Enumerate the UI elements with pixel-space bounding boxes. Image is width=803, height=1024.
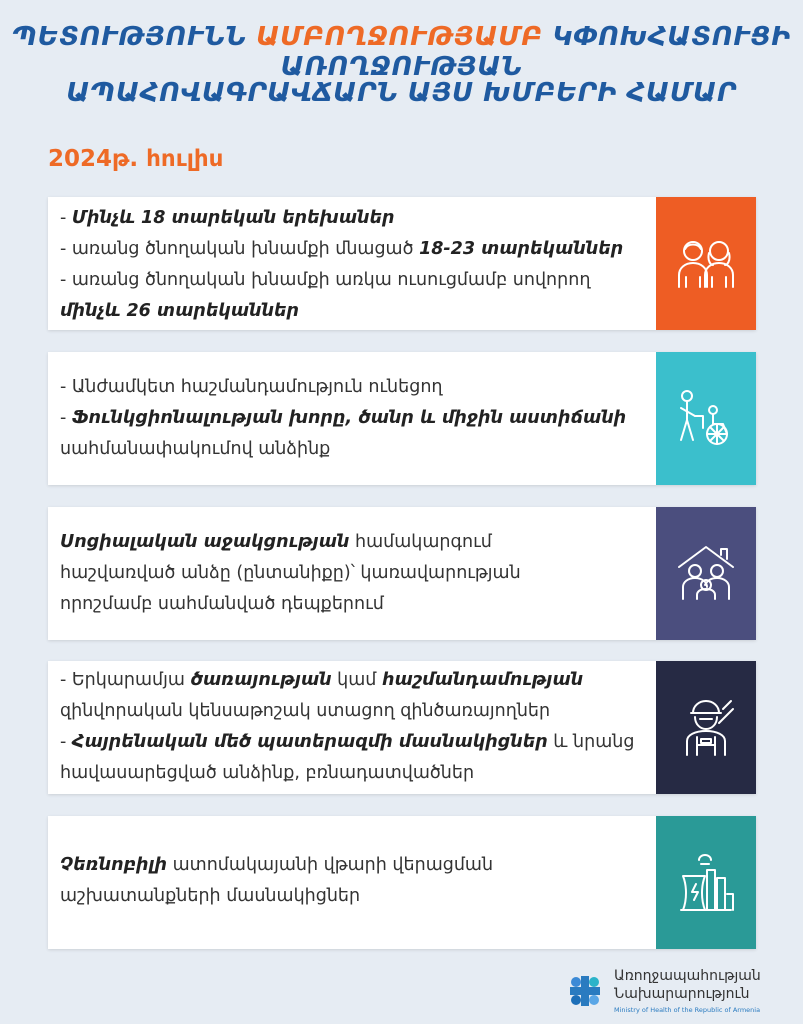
card-text [60, 665, 646, 789]
text-bold: մինչև 26 տարեկաններ [60, 301, 300, 321]
text-line: հավասարեցված անձինք, բռնադատվածներ [60, 763, 475, 783]
eligibility-card-military [48, 661, 756, 794]
card-text [60, 372, 646, 465]
family-home-icon [673, 541, 739, 607]
text-segment: - [60, 208, 72, 228]
card-text [60, 850, 646, 912]
eligibility-card-chernobyl [48, 816, 756, 949]
card-icon-panel [656, 352, 756, 485]
card-icon-panel [656, 507, 756, 640]
eligibility-card-children [48, 197, 756, 330]
card-text [60, 203, 646, 327]
text-segment: - Երկարամյա [60, 670, 191, 690]
children-icon [673, 231, 739, 297]
ministry-emblem-icon [564, 970, 606, 1012]
ministry-name-line1: Առողջապահության [614, 968, 761, 984]
text-bold: Չեռնոբիլի [60, 855, 168, 875]
text-line: հաշվառված անձը (ընտանիքը)՝ կառավարության [60, 563, 521, 583]
text-segment: - [60, 732, 72, 752]
page-title-line2: ԱՊԱՀՈՎԱԳՐԱՎՃԱՐՆ ԱՅՍ ԽՄԲԵՐԻ ՀԱՄԱՐ [66, 78, 737, 108]
text-line: - Անժամկետ հաշմանդամություն ունեցող [60, 377, 443, 397]
date-label: 2024թ. հուլիս [48, 146, 224, 172]
ministry-name-line2: Նախարարություն [614, 986, 750, 1002]
text-bold: 18-23 տարեկաններ [419, 239, 624, 259]
text-line: զինվորական կենսաթոշակ ստացող զինծառայողներ [60, 701, 551, 721]
card-icon-panel [656, 816, 756, 949]
text-segment: - [60, 408, 72, 428]
soldier-icon [673, 695, 739, 761]
card-text [60, 527, 646, 620]
text-line: - առանց ծնողական խնամքի առկա ուսուցմամբ սովորող [60, 270, 591, 290]
text-segment: կամ [331, 670, 382, 690]
text-bold: Սոցիալական աջակցության [60, 532, 350, 552]
eligibility-card-disability [48, 352, 756, 485]
title-part-a: ՊԵՏՈՒԹՅՈՒՆՆ [12, 22, 247, 52]
wheelchair-icon [673, 386, 739, 452]
ministry-name-english: Ministry of Health of the Republic of Armenia [614, 1006, 761, 1014]
text-line: սահմանափակումով անձինք [60, 439, 331, 459]
text-bold: ծառայության [190, 670, 332, 690]
card-icon-panel [656, 197, 756, 330]
ministry-logo [560, 966, 790, 1021]
eligibility-card-social-support [48, 507, 756, 640]
text-bold: Հայրենական մեծ պատերազմի մասնակիցներ [71, 732, 548, 752]
text-line: որոշմամբ սահմանված դեպքերում [60, 594, 384, 614]
text-segment: ատոմակայանի վթարի վերացման [167, 855, 494, 875]
text-bold: Մինչև 18 տարեկան երեխաներ [71, 208, 395, 228]
text-segment: և նրանց [547, 732, 635, 752]
page-title-line1 [0, 22, 803, 82]
text-segment: համակարգում [349, 532, 492, 552]
power-plant-icon [673, 850, 739, 916]
text-bold: հաշմանդամության [381, 670, 584, 690]
title-part-b: ԿՓՈԽՀԱՏՈՒՑԻ ԱՌՈՂՋՈՒԹՅԱՆ [280, 22, 791, 82]
text-bold: Ֆունկցիոնալության խորը, ծանր և միջին աստիճանի [71, 408, 627, 428]
title-accent: ԱՄԲՈՂՋՈՒԹՅԱՄԲ [256, 22, 543, 52]
card-icon-panel [656, 661, 756, 794]
text-line: աշխատանքների մասնակիցներ [60, 886, 361, 906]
text-segment: - առանց ծնողական խնամքի մնացած [60, 239, 420, 259]
